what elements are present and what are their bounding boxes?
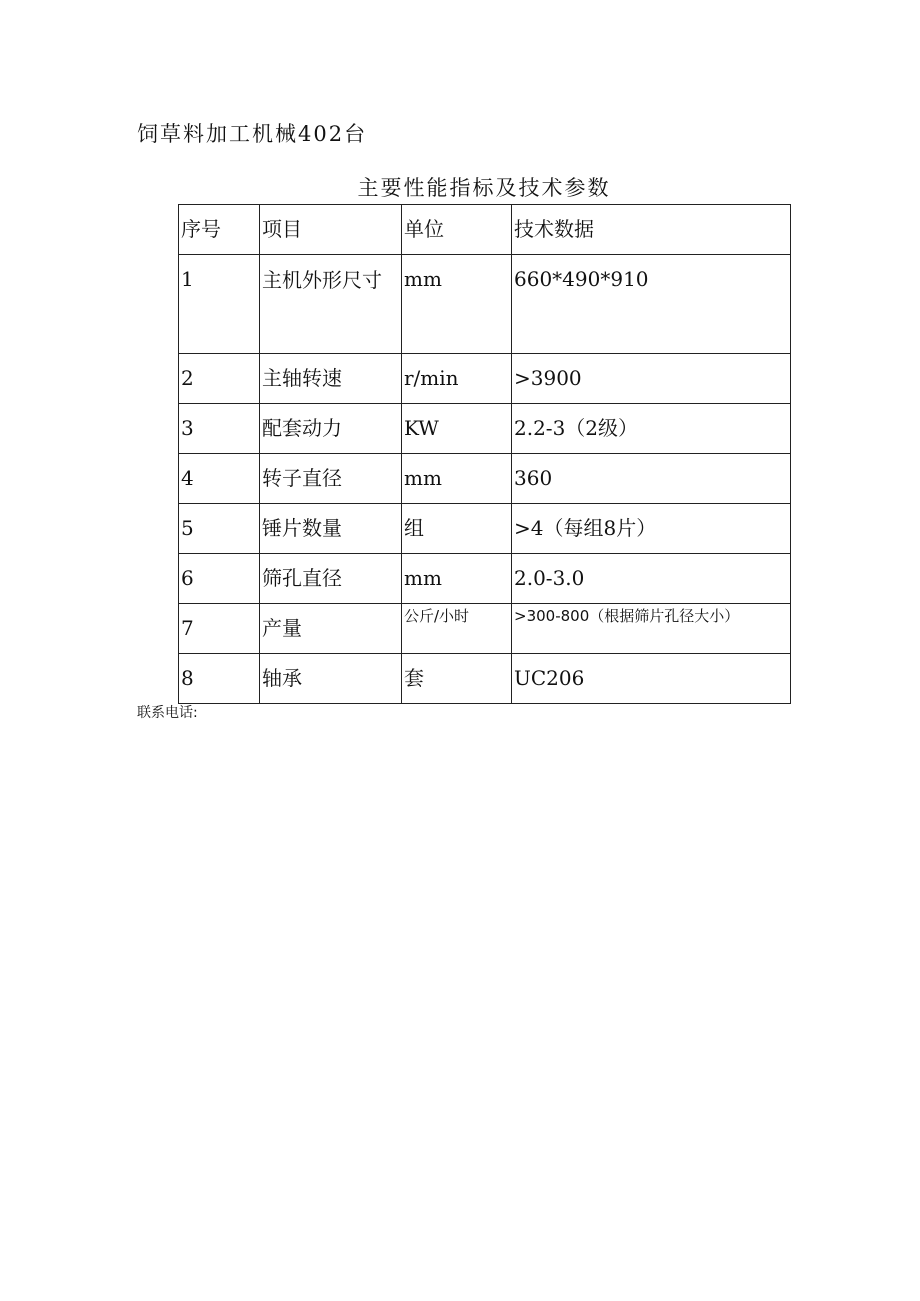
- cell-item: 主轴转速: [260, 354, 402, 404]
- cell-index: 1: [179, 255, 260, 354]
- cell-unit: 公斤/小时: [402, 604, 512, 654]
- cell-index: 2: [179, 354, 260, 404]
- cell-item: 轴承: [260, 654, 402, 704]
- contact-label: 联系电话:: [137, 705, 198, 721]
- cell-spec: 660*490*910: [512, 255, 791, 354]
- table-row: [179, 354, 791, 404]
- table-row: [179, 604, 791, 654]
- header-cell-spec: 技术数据: [512, 205, 791, 255]
- cell-unit: mm: [402, 454, 512, 504]
- header-cell-unit: 单位: [402, 205, 512, 255]
- cell-spec: 2.2-3（2级）: [512, 404, 791, 454]
- cell-index: 8: [179, 654, 260, 704]
- header-cell-index: 序号: [179, 205, 260, 255]
- table-row: [179, 454, 791, 504]
- cell-spec: >300-800（根据筛片孔径大小）: [512, 604, 791, 654]
- table-row: [179, 654, 791, 704]
- cell-index: 5: [179, 504, 260, 554]
- cell-item: 筛孔直径: [260, 554, 402, 604]
- cell-spec: 360: [512, 454, 791, 504]
- document-heading: 饲草料加工机械402台: [137, 122, 368, 146]
- cell-spec: >4（每组8片）: [512, 504, 791, 554]
- table-row: [179, 504, 791, 554]
- cell-item: 配套动力: [260, 404, 402, 454]
- table-caption: 主要性能指标及技术参数: [357, 176, 611, 200]
- cell-item: 锤片数量: [260, 504, 402, 554]
- cell-item: 转子直径: [260, 454, 402, 504]
- cell-unit: 组: [402, 504, 512, 554]
- spec-table: [178, 204, 791, 704]
- table-header-row: [179, 205, 791, 255]
- table-row: [179, 404, 791, 454]
- cell-spec: >3900: [512, 354, 791, 404]
- cell-spec: 2.0-3.0: [512, 554, 791, 604]
- cell-unit: KW: [402, 404, 512, 454]
- cell-item: 主机外形尺寸: [260, 255, 402, 354]
- cell-item: 产量: [260, 604, 402, 654]
- table-row: [179, 255, 791, 354]
- cell-unit: r/min: [402, 354, 512, 404]
- cell-unit: mm: [402, 554, 512, 604]
- cell-unit: 套: [402, 654, 512, 704]
- cell-index: 4: [179, 454, 260, 504]
- table-row: [179, 554, 791, 604]
- cell-index: 3: [179, 404, 260, 454]
- cell-index: 6: [179, 554, 260, 604]
- header-cell-item: 项目: [260, 205, 402, 255]
- cell-unit: mm: [402, 255, 512, 354]
- cell-index: 7: [179, 604, 260, 654]
- cell-spec: UC206: [512, 654, 791, 704]
